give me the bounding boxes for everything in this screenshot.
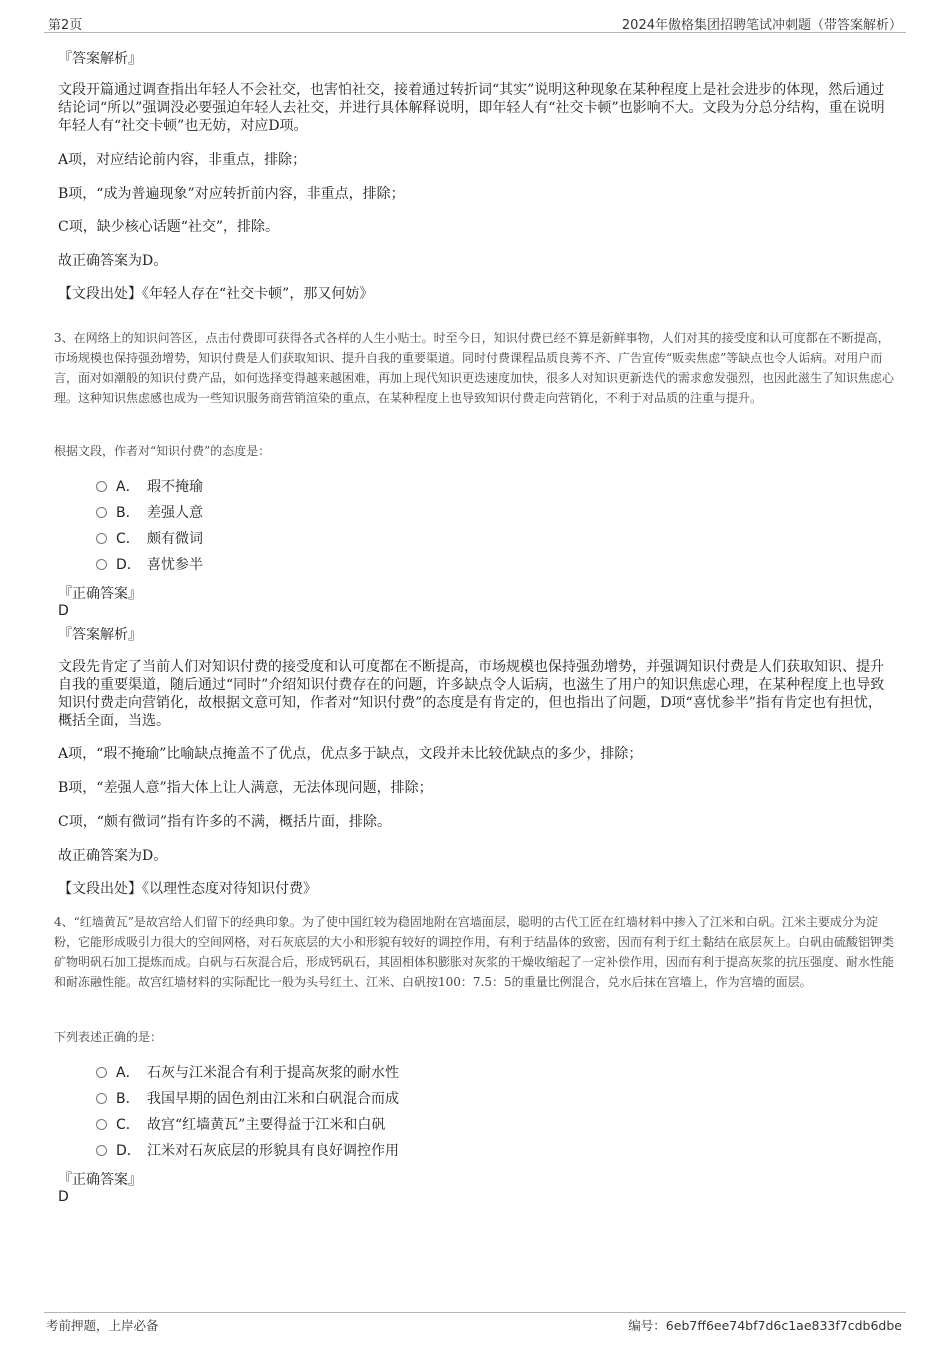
footer-slogan: 考前押题，上岸必备 [46, 1318, 159, 1333]
answer-analysis-text: 文段开篇通过调查指出年轻人不会社交，也害怕社交，接着通过转折词“其实”说明这种现象在某种程度上是社会进步的体现，然后通过结论词“所以”强调没必要强迫年轻人去社交，并进行具体解释说明，即年轻人有“社交卡顿”也影响不大。文段为分总分结构，重在说明年轻人有“社交卡顿”也无妨，对应D项。 [58, 82, 885, 134]
analysis-line: A项，对应结论前内容，非重点，排除； [58, 152, 307, 168]
analysis-line: A项，“瑕不掩瑜”比喻缺点掩盖不了优点，优点多于缺点，文段并未比较优缺点的多少，排除； [58, 746, 643, 762]
question-prompt: 根据文段，作者对“知识付费”的态度是： [54, 444, 271, 458]
answer-analysis-label: 『答案解析』 [58, 51, 142, 67]
question-stem: 4、“红墙黄瓦”是故宫给人们留下的经典印象。为了使中国红较为稳固地附在宫墙面层，聪明的古代工匠在红墙材料中掺入了江米和白矾。江米主要成分为淀粉，它能形成吸引力很大的空间网格，对石灰底层的大小和形貌有较好的调控作用，有利于结晶体的致密，因而有利于红土黏结在底层灰上。白矾由硫酸铝钾类矿物明矾石加工提炼而成。白矾与石灰混合后，形成钙矾石，其固相体积膨胀对灰浆的干燥收缩起了一定补偿作用，因而有利于提高灰浆的抗压强度、耐水性能和耐冻融性能。故宫红墙材料的实际配比一般为头号红土、江米、白矾按100：7.5：5的重量比例混合，兑水后抹在宫墙上，作为宫墙的面层。 [54, 915, 895, 989]
radio-button[interactable] [96, 1119, 107, 1130]
radio-button[interactable] [96, 1067, 107, 1078]
radio-button[interactable] [96, 481, 107, 492]
option-b[interactable]: B． 差强人意 [96, 504, 203, 522]
radio-button[interactable] [96, 507, 107, 518]
radio-button[interactable] [96, 1145, 107, 1156]
analysis-line: C项，“颇有微词”指有许多的不满，概括片面，排除。 [58, 814, 392, 830]
radio-button[interactable] [96, 559, 107, 570]
option-d[interactable]: D． 喜忧参半 [96, 556, 203, 574]
answer-analysis-text: 文段先肯定了当前人们对知识付费的接受度和认可度都在不断提高，市场规模也保持强劲增势，并强调知识付费是人们获取知识、提升自我的重要渠道，随后通过“同时”介绍知识付费存在的问题，许多缺点令人诟病，也滋生了用户的知识焦虑心理，在某种程度上也导致知识付费走向营销化，故根据文意可知，作者对“知识付费”的态度是有肯定的，但也指出了问题，D项“喜忧参半”指有肯定也有担忧，概括全面，当选。 [58, 659, 885, 729]
analysis-conclusion: 故正确答案为D。 [58, 253, 168, 269]
analysis-line: C项，缺少核心话题“社交”，排除。 [58, 219, 280, 235]
page-footer [44, 1312, 906, 1335]
radio-button[interactable] [96, 533, 107, 544]
document-title: 2024年傲格集团招聘笔试冲刺题（带答案解析） [621, 18, 902, 33]
option-c[interactable]: C． 故宫“红墙黄瓦”主要得益于江米和白矾 [96, 1116, 385, 1134]
question-prompt: 下列表述正确的是： [54, 1030, 163, 1044]
correct-answer-label: 『正确答案』 [58, 1172, 142, 1188]
option-a[interactable]: A． 石灰与江米混合有利于提高灰浆的耐水性 [96, 1064, 399, 1082]
radio-button[interactable] [96, 1093, 107, 1104]
option-d[interactable]: D． 江米对石灰底层的形貌具有良好调控作用 [96, 1142, 399, 1160]
passage-source: 【文段出处】《年轻人存在“社交卡顿”，那又何妨》 [58, 286, 374, 302]
passage-source: 【文段出处】《以理性态度对待知识付费》 [58, 881, 317, 897]
correct-answer: D [58, 1189, 69, 1205]
option-a[interactable]: A． 瑕不掩瑜 [96, 478, 203, 496]
page-number: 第2页 [48, 18, 83, 33]
correct-answer: D [58, 603, 69, 619]
analysis-line: B项，“成为普遍现象”对应转折前内容，非重点，排除； [58, 186, 405, 202]
correct-answer-label: 『正确答案』 [58, 586, 142, 602]
option-b[interactable]: B． 我国早期的固色剂由江米和白矾混合而成 [96, 1090, 399, 1108]
analysis-conclusion: 故正确答案为D。 [58, 848, 168, 864]
analysis-line: B项，“差强人意”指大体上让人满意，无法体现问题，排除； [58, 780, 433, 796]
answer-analysis-label: 『答案解析』 [58, 627, 142, 643]
option-c[interactable]: C． 颇有微词 [96, 530, 203, 548]
document-id: 编号：6eb7ff6ee74bf7d6c1ae833f7cdb6dbe [628, 1318, 902, 1333]
question-stem: 3、在网络上的知识问答区，点击付费即可获得各式各样的人生小贴士。时至今日，知识付费已经不算是新鲜事物，人们对其的接受度和认可度都在不断提高，市场规模也保持强劲增势，知识付费是人们获取知识、提升自我的重要渠道。同时付费课程品质良莠不齐、广告宣传“贩卖焦虑”等缺点也令人诟病。对用户而言，面对如潮般的知识付费产品，如何选择变得越来越困难，再加上现代知识更迭速度加快，很多人对知识更新迭代的需求愈发强烈，也因此滋生了知识焦虑心理。这种知识焦虑感也成为一些知识服务商营销渲染的重点，在某种程度上也导致知识付费走向营销化，不利于对品质的注重与提升。 [54, 331, 895, 405]
page-header [44, 12, 906, 33]
